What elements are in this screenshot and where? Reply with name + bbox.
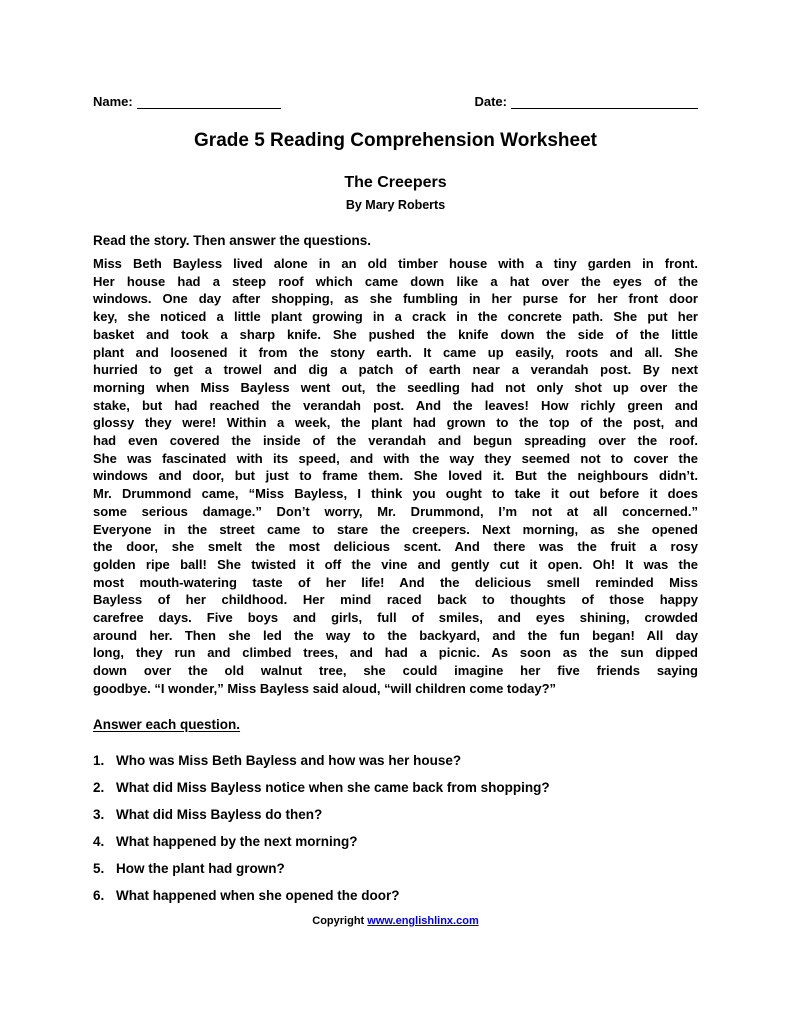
copyright-label: Copyright	[312, 914, 365, 927]
question-text: How the plant had grown?	[116, 860, 285, 876]
story-line: down over the old walnut tree, she could imagine her five friends saying	[93, 663, 698, 679]
question-number: 3.	[93, 806, 105, 822]
story-line: glossy they were! Within a week, the plant had grown to the top of the post, and	[93, 415, 698, 431]
question-list	[93, 753, 698, 904]
question-number: 4.	[93, 833, 105, 849]
question-number: 1.	[93, 752, 105, 768]
story-line: key, she noticed a little plant growing in a crack in the concrete path. She put her	[93, 309, 698, 325]
question-item	[93, 834, 698, 850]
story-line: Her house had a steep roof which came down like a hat over the eyes of the	[93, 273, 698, 289]
story-line: goodbye. “I wonder,” Miss Bayless said aloud, “will children come today?”	[93, 680, 557, 696]
story-title: The Creepers	[344, 174, 447, 191]
question-number: 5.	[93, 860, 105, 876]
question-text: Who was Miss Beth Bayless and how was her house?	[116, 752, 462, 768]
page-title: Grade 5 Reading Comprehension Worksheet	[194, 130, 597, 151]
story-line: She was fascinated with its speed, and with the way they seemed not to cover the	[93, 450, 698, 466]
question-text: What did Miss Bayless notice when she came back from shopping?	[116, 779, 550, 795]
question-text: What happened when she opened the door?	[116, 887, 400, 903]
story-line: had even covered the inside of the verandah and begun spreading over the roof.	[93, 433, 698, 449]
date-label: Date:	[474, 94, 507, 109]
story-line: windows and door, but just to frame them. She loved it. But the neighbours didn’t.	[93, 468, 698, 484]
story-line: around her. Then she led the way to the backyard, and the fun began! All day	[93, 627, 698, 643]
question-text: What happened by the next morning?	[116, 833, 358, 849]
story-line: basket and took a sharp knife. She pushed the knife down the side of the little	[93, 326, 698, 342]
question-number: 2.	[93, 779, 105, 795]
story-line: windows. One day after shopping, as she fumbling in her purse for her front door	[93, 291, 698, 307]
story-line: long, they run and climbed trees, and had a picnic. As soon as the sun dipped	[93, 645, 698, 661]
story-line: Everyone in the street came to stare the creepers. Next morning, as she opened	[93, 521, 698, 537]
story-line: the door, she smelt the most delicious scent. And there was the fruit a rosy	[93, 539, 698, 555]
header-row	[93, 95, 698, 109]
answer-heading: Answer each question.	[93, 716, 241, 732]
website-link[interactable]: www.englishlinx.com	[367, 914, 479, 927]
story-line: Mr. Drummond came, “Miss Bayless, I think you ought to take it out before it does	[93, 486, 698, 502]
question-item	[93, 861, 698, 877]
story-line: morning when Miss Bayless went out, the seedling had not only shot up over the	[93, 379, 698, 395]
story-line: carefree days. Five boys and girls, full of smiles, and eyes shining, crowded	[93, 610, 698, 626]
question-item	[93, 888, 698, 904]
story-line: golden ripe ball! She twisted it off the vine and gently cut it open. Oh! It was the	[93, 556, 698, 572]
instruction-heading: Read the story. Then answer the questions.	[93, 233, 372, 248]
question-text: What did Miss Bayless do then?	[116, 806, 323, 822]
date-field	[474, 95, 698, 109]
date-blank-line	[511, 96, 698, 109]
story-line: Miss Beth Bayless lived alone in an old timber house with a tiny garden in front.	[93, 256, 698, 271]
story-line: hurried to get a trowel and dig a patch of earth near a verandah post. By next	[93, 362, 698, 378]
question-number: 6.	[93, 887, 105, 903]
story-line: stake, but had reached the verandah post. And the leaves! How richly green and	[93, 397, 698, 413]
question-item	[93, 753, 698, 769]
question-item	[93, 807, 698, 823]
name-field	[93, 95, 281, 109]
story-paragraph	[93, 255, 698, 698]
footer	[93, 915, 698, 928]
name-label: Name:	[93, 94, 133, 109]
story-line: some serious damage.” Don’t worry, Mr. Drummond, I’m not at all concerned.”	[93, 503, 698, 519]
question-item	[93, 780, 698, 796]
story-line: Bayless of her childhood. Her mind raced back to thoughts of those happy	[93, 592, 698, 608]
story-line: plant and loosened it from the stony earth. It came up easily, roots and all. She	[93, 344, 698, 360]
story-author: By Mary Roberts	[345, 198, 446, 212]
name-blank-line	[137, 96, 281, 109]
story-line: most mouth-watering taste of her life! And the delicious smell reminded Miss	[93, 574, 698, 590]
